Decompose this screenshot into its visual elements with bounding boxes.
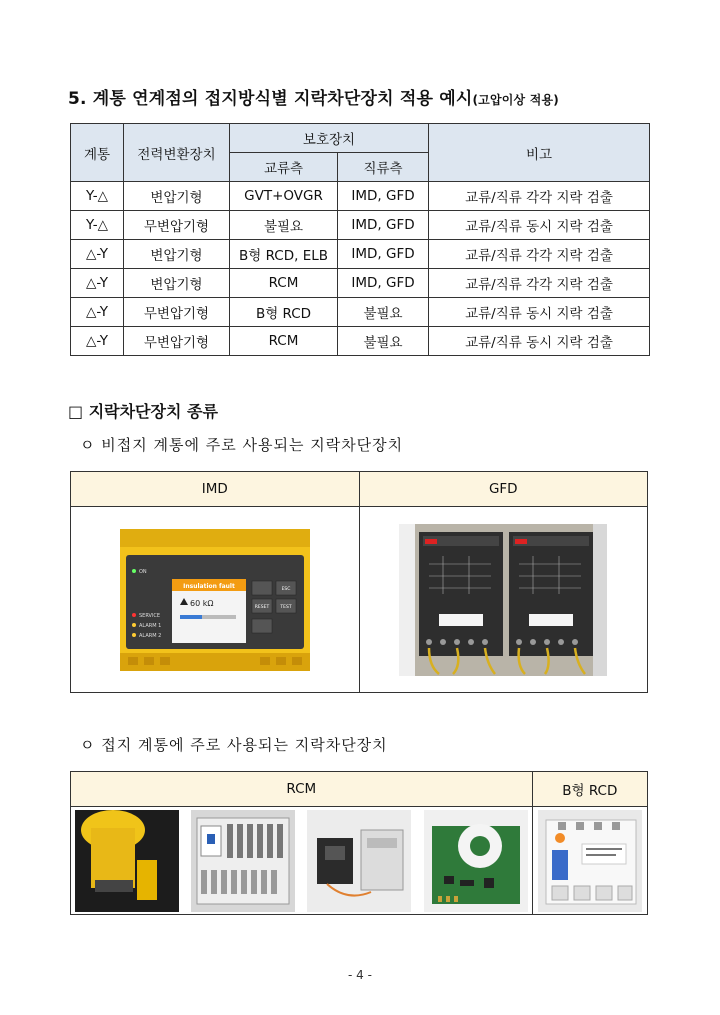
imd-photo-cell <box>71 507 360 693</box>
gfd-photo-cell <box>359 507 648 693</box>
cell-note: 교류/직류 각각 지락 검출 <box>429 182 650 211</box>
cell-converter: 무변압기형 <box>124 327 230 356</box>
cell-note: 교류/직류 각각 지락 검출 <box>429 240 650 269</box>
imd-reset-label: RESET <box>254 604 269 610</box>
cell-converter: 변압기형 <box>124 240 230 269</box>
subheading-ungrounded: ㅇ 비접지 계통에 주로 사용되는 지락차단장치 <box>80 436 404 454</box>
cell-ac: RCM <box>230 327 338 356</box>
cell-grid: Y-△ <box>71 182 124 211</box>
imd-screen-title: Insulation fault <box>182 582 235 590</box>
cell-dc: IMD, GFD <box>338 269 429 298</box>
cell-note: 교류/직류 동시 지락 검출 <box>429 211 650 240</box>
section-heading: □ 지락차단장치 종류 <box>68 402 218 421</box>
cell-ac: 불필요 <box>230 211 338 240</box>
cell-dc: 불필요 <box>338 327 429 356</box>
rcm-image-3 <box>307 810 411 912</box>
imd-led-on: ON <box>138 568 147 575</box>
table-row <box>71 298 650 327</box>
header-dc: 직류측 <box>338 153 429 182</box>
table-row <box>71 327 650 356</box>
imd-screen-value: 60 kΩ <box>189 598 214 608</box>
rcm-image-2 <box>191 810 295 912</box>
cell-grid: △-Y <box>71 327 124 356</box>
cell-ac: B형 RCD <box>230 298 338 327</box>
header-converter: 전력변환장치 <box>124 124 230 182</box>
table-row <box>71 182 650 211</box>
rcm-image-4 <box>424 810 528 912</box>
ungrounded-device-table <box>70 471 648 693</box>
cell-note: 교류/직류 동시 지락 검출 <box>429 327 650 356</box>
protection-table <box>70 123 650 356</box>
rcm-image-1 <box>75 810 179 912</box>
cell-dc: IMD, GFD <box>338 240 429 269</box>
header-note: 비고 <box>429 124 650 182</box>
cell-converter: 변압기형 <box>124 182 230 211</box>
grounded-device-table <box>70 771 648 915</box>
cell-grid: Y-△ <box>71 211 124 240</box>
imd-test-label: TEST <box>280 604 292 610</box>
cell-ac: RCM <box>230 269 338 298</box>
rcm-photo-cell <box>71 807 533 915</box>
imd-esc-label: ESC <box>281 586 291 592</box>
cell-note: 교류/직류 동시 지락 검출 <box>429 298 650 327</box>
cell-ac: B형 RCD, ELB <box>230 240 338 269</box>
header-ac: 교류측 <box>230 153 338 182</box>
table-row <box>71 211 650 240</box>
brcd-image <box>538 810 642 912</box>
brcd-photo-cell <box>532 807 647 915</box>
header-imd: IMD <box>71 472 360 507</box>
imd-led-alarm1: ALARM 1 <box>138 622 162 629</box>
cell-converter: 변압기형 <box>124 269 230 298</box>
table-row <box>71 240 650 269</box>
cell-grid: △-Y <box>71 240 124 269</box>
header-gfd: GFD <box>359 472 648 507</box>
table-row <box>71 269 650 298</box>
cell-note: 교류/직류 각각 지락 검출 <box>429 269 650 298</box>
header-grid: 계통 <box>71 124 124 182</box>
cell-grid: △-Y <box>71 269 124 298</box>
cell-ac: GVT+OVGR <box>230 182 338 211</box>
title-main: 5. 계통 연계점의 접지방식별 지락차단장치 적용 예시 <box>68 89 473 109</box>
cell-grid: △-Y <box>71 298 124 327</box>
cell-converter: 무변압기형 <box>124 298 230 327</box>
gfd-device-image <box>399 524 607 676</box>
subheading-grounded: ㅇ 접지 계통에 주로 사용되는 지락차단장치 <box>80 736 388 754</box>
header-rcm: RCM <box>71 772 533 807</box>
title-suffix: (고압이상 적용) <box>472 93 559 107</box>
cell-converter: 무변압기형 <box>124 211 230 240</box>
cell-dc: IMD, GFD <box>338 211 429 240</box>
header-brcd: B형 RCD <box>532 772 647 807</box>
imd-led-alarm2: ALARM 2 <box>138 632 162 639</box>
imd-led-service: SERVICE <box>138 612 160 619</box>
imd-device-image <box>120 529 310 671</box>
cell-dc: 불필요 <box>338 298 429 327</box>
header-protection: 보호장치 <box>230 124 429 153</box>
cell-dc: IMD, GFD <box>338 182 429 211</box>
page-number: - 4 - <box>348 968 372 982</box>
page-title <box>68 84 559 109</box>
